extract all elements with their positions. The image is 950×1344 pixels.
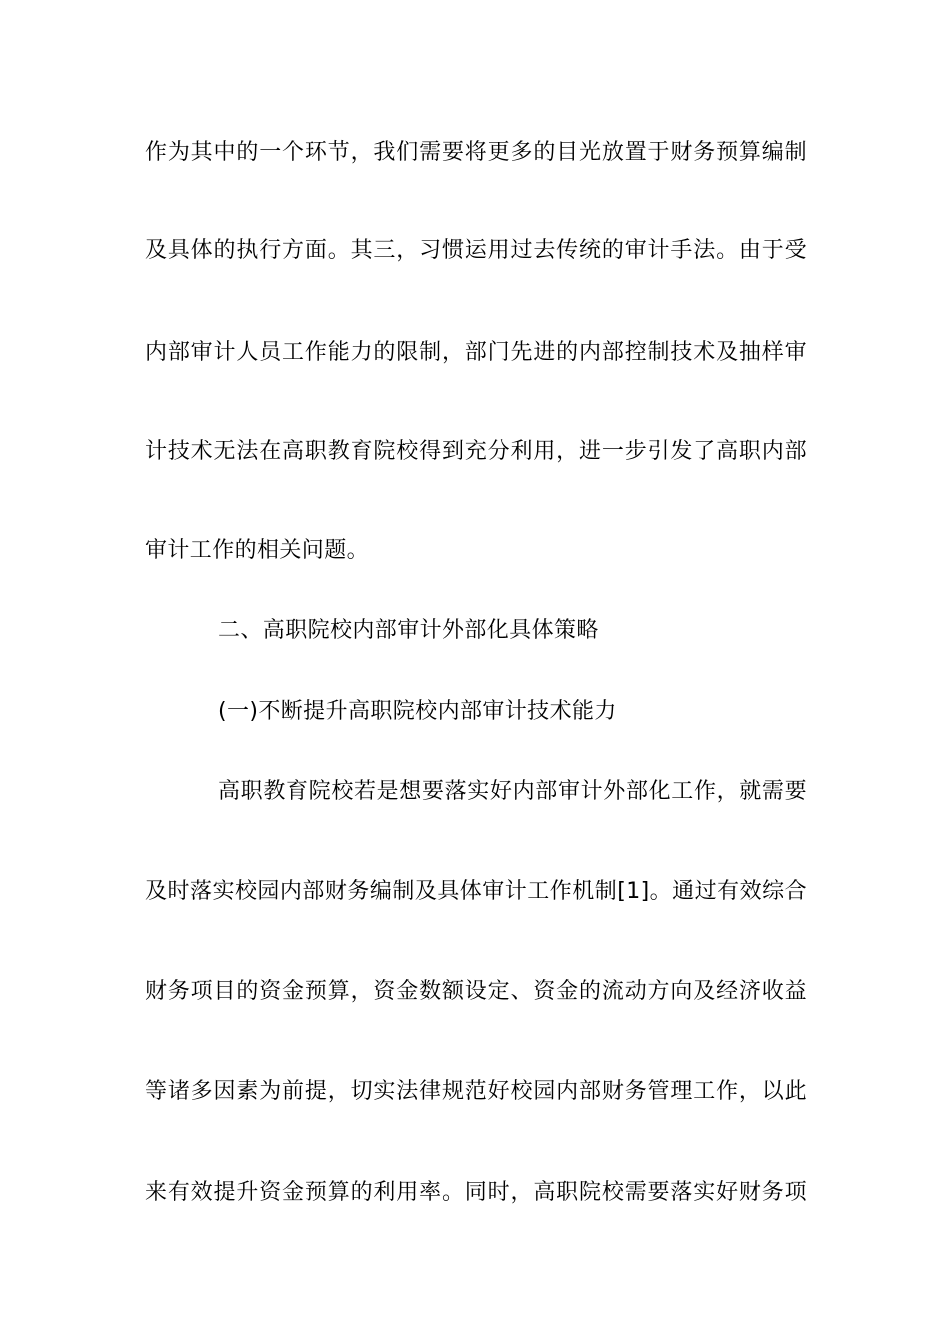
section-heading: 二、高职院校内部审计外部化具体策略 (218, 618, 599, 643)
paragraph-line: 财务项目的资金预算，资金数额设定、资金的流动方向及经济收益 (145, 979, 807, 1004)
paragraph-line: 作为其中的一个环节，我们需要将更多的目光放置于财务预算编制 (145, 140, 807, 165)
paragraph-line: 计技术无法在高职教育院校得到充分利用，进一步引发了高职内部 (145, 439, 807, 464)
paragraph-line: 及具体的执行方面。其三，习惯运用过去传统的审计手法。由于受 (145, 238, 807, 263)
paragraph-line: 审计工作的相关问题。 (145, 538, 370, 563)
paragraph-line: 来有效提升资金预算的利用率。同时，高职院校需要落实好财务项 (145, 1180, 807, 1205)
subsection-heading: (一)不断提升高职院校内部审计技术能力 (218, 699, 617, 724)
paragraph-line: 及时落实校园内部财务编制及具体审计工作机制[1]。通过有效综合 (145, 879, 807, 904)
paragraph-line: 内部审计人员工作能力的限制，部门先进的内部控制技术及抽样审 (145, 340, 807, 365)
paragraph-line: 等诸多因素为前提，切实法律规范好校园内部财务管理工作，以此 (145, 1079, 807, 1104)
paragraph-line: 高职教育院校若是想要落实好内部审计外部化工作，就需要 (218, 779, 807, 804)
